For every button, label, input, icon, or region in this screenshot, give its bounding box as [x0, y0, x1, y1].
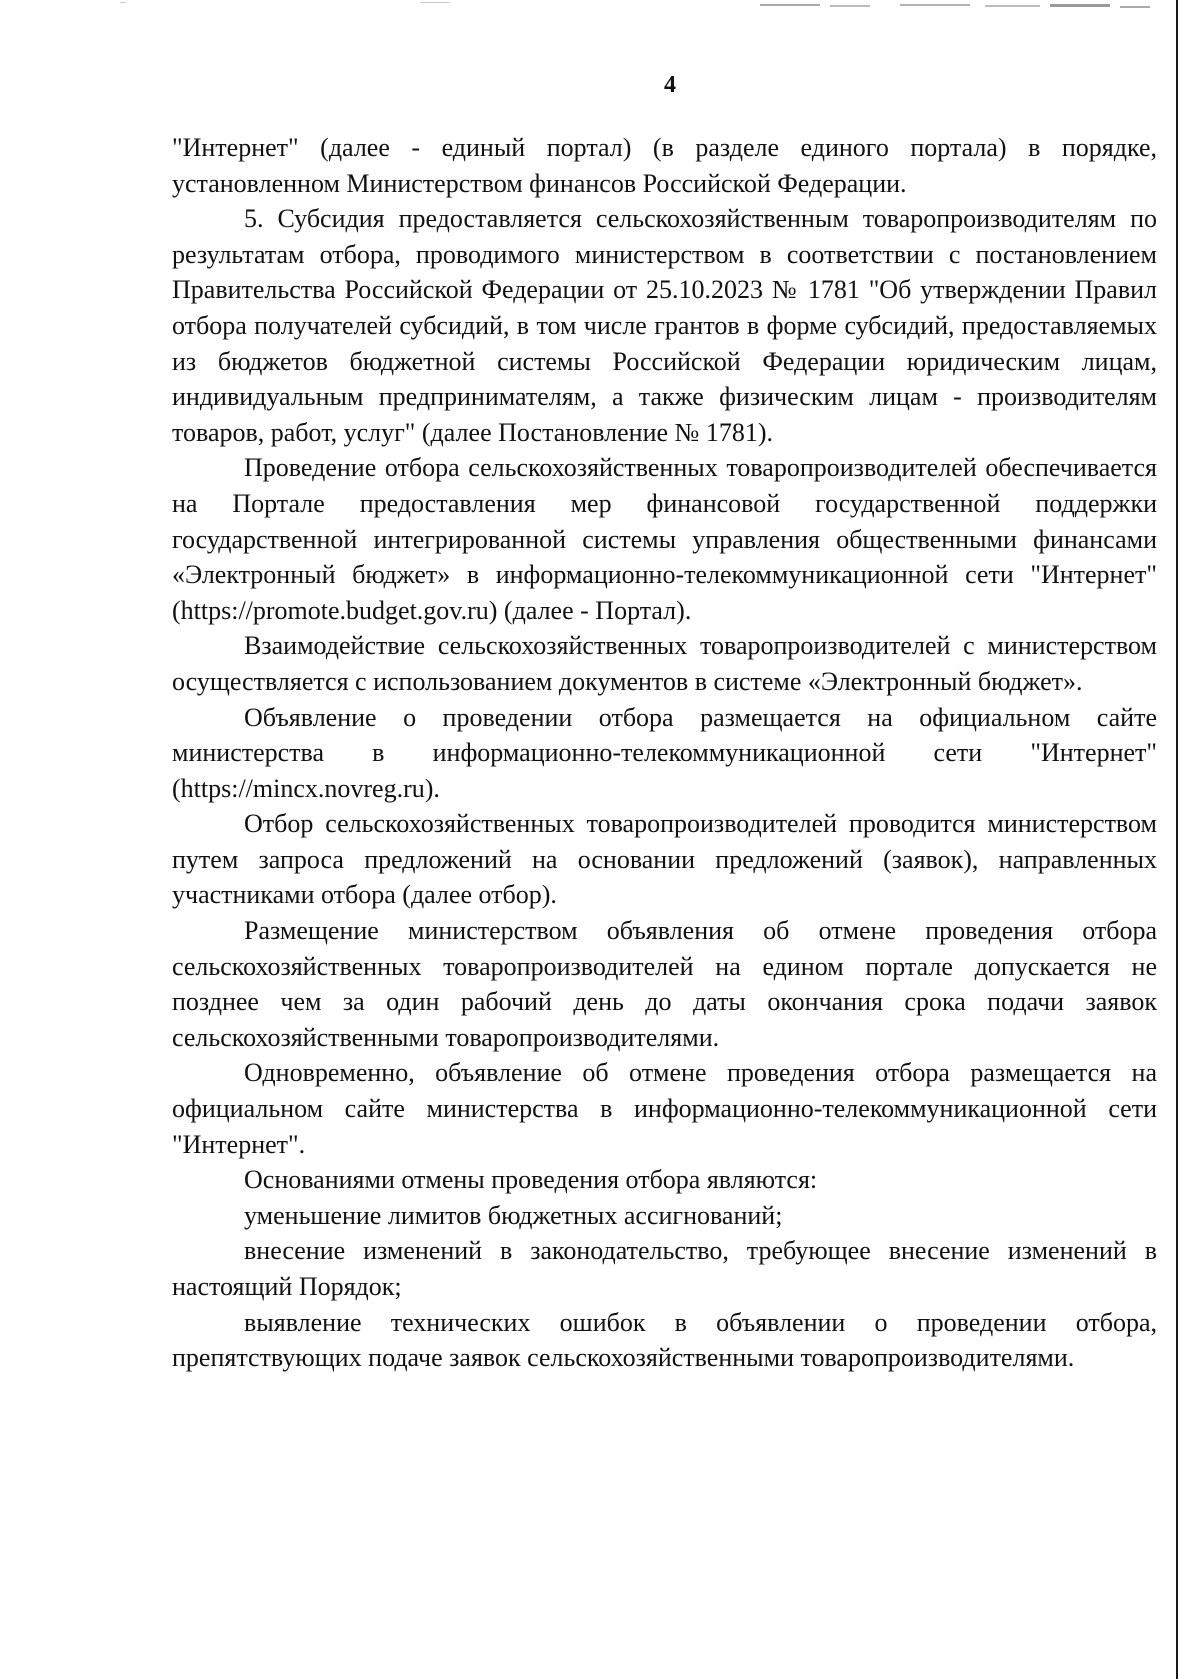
paragraph: Отбор сельскохозяйственных товаропроизводителей проводится министерством путем запроса предложений на основании предложений (заявок), направленных участниками отбора (далее отбор).: [172, 809, 1157, 910]
paragraph: "Интернет" (далее - единый портал) (в разделе единого портала) в порядке, установленном Министерством финансов Российской Федерации.: [172, 133, 1157, 198]
paragraph: Основаниями отмены проведения отбора являются:: [244, 1165, 818, 1195]
document-body: [172, 130, 1157, 1376]
scan-edge-line: [1176, 0, 1178, 1679]
paragraph: Объявление о проведении отбора размещается на официальном сайте министерства в информационно-телекоммуникационной сети "Интернет" (https://mincx.novreg.ru).: [172, 702, 1157, 803]
page-number: 4: [664, 72, 676, 98]
paragraph: Размещение министерством объявления об отмене проведения отбора сельскохозяйственных товаропроизводителей на едином портале допускается не позднее чем за один рабочий день до даты окончания срока подачи заявок сельскохозяйственными товаропроизводителями.: [172, 916, 1157, 1052]
paragraph: уменьшение лимитов бюджетных ассигнований;: [244, 1200, 783, 1230]
paragraph: Взаимодействие сельскохозяйственных товаропроизводителей с министерством осуществляется с использованием документов в системе «Электронный бюджет».: [172, 631, 1157, 696]
scan-artifacts: [0, 0, 1200, 20]
paragraph: Одновременно, объявление об отмене проведения отбора размещается на официальном сайте министерства в информационно-телекоммуникационной сети "Интернет".: [172, 1058, 1157, 1159]
paragraph: выявление технических ошибок в объявлении о проведении отбора, препятствующих подаче заявок сельскохозяйственными товаропроизводителями.: [172, 1307, 1157, 1373]
paragraph: внесение изменений в законодательство, требующее внесение изменений в настоящий Порядок;: [172, 1236, 1157, 1301]
paragraph: Проведение отбора сельскохозяйственных товаропроизводителей обеспечивается на Портале предоставления мер финансовой государственной поддержки государственной интегрированной системы управления общественными финансами «Электронный бюджет» в информационно-телекоммуникационной сети "Интернет" (https://promote.budget.gov.ru) (далее - Портал).: [172, 453, 1157, 625]
paragraph: 5. Субсидия предоставляется сельскохозяйственным товаропроизводителям по результатам отбора, проводимого министерством в соответствии с постановлением Правительства Российской Федерации от 25.10.2023 № 1781 "Об утверждении Правил отбора получателей субсидий, в том числе грантов в форме субсидий, предоставляемых из бюджетов бюджетной системы Российской Федерации юридическим лицам, индивидуальным предпринимателям, а также физическим лицам - производителям товаров, работ, услуг" (далее Постановление № 1781).: [172, 204, 1157, 447]
